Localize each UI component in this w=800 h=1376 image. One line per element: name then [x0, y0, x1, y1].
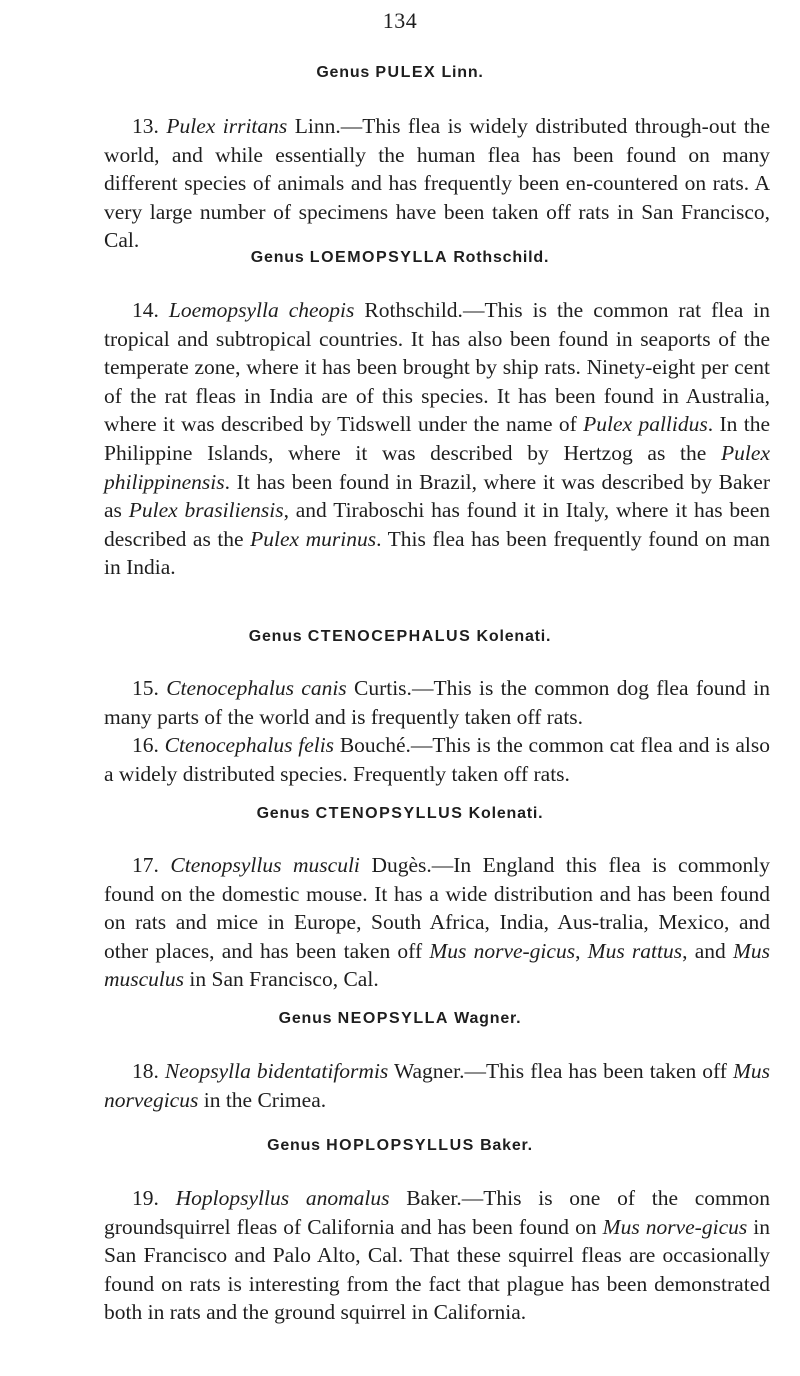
entry-text: —This flea is widely distributed through-out the world, and while essentially the human flea has been found on many different species of animals and has frequently been en-countered on rats. A very large number of specimens have been taken off rats in San Francisco, Cal. [104, 114, 771, 253]
species-name: Ctenocephalus felis [164, 733, 335, 757]
entry-number: 19. [132, 1186, 159, 1210]
entry-text: in San Francisco and Palo Alto, Cal. That these squirrel fleas are occasionally found on rats is interesting from the fact that plague has been demonstrated both in rats and the ground squirrel in California. [104, 1214, 771, 1325]
species-author: Bouché. [339, 733, 411, 757]
genus-name: PULEX [375, 64, 437, 81]
entry-text: in the Crimea. [203, 1087, 327, 1112]
entry-number: 15. [132, 676, 159, 700]
species-entry-14 [104, 296, 770, 582]
genus-label: Genus [267, 1137, 321, 1154]
species-entry-13 [104, 112, 770, 255]
entry-text: —This is the common cat flea and is also a widely distributed species. Frequently taken off rats. [104, 733, 770, 786]
species-entry-19 [104, 1184, 770, 1327]
genus-heading-hoplopsyllus [0, 1137, 800, 1155]
entry-number: 17. [132, 853, 159, 877]
species-name: Pulex irritans [166, 114, 288, 138]
species-author: Dugès. [371, 853, 432, 877]
genus-heading-ctenopsyllus [0, 805, 800, 823]
species-author: Wagner. [393, 1059, 465, 1083]
genus-label: Genus [316, 64, 371, 81]
entry-number: 16. [132, 733, 159, 757]
species-name: Ctenopsyllus musculi [170, 853, 360, 877]
species-author: Curtis. [353, 676, 412, 700]
species-entry-15 [104, 674, 770, 731]
genus-label: Genus [250, 249, 305, 266]
host-name: Mus rattus [587, 938, 683, 963]
genus-author: Kolenati. [468, 805, 544, 822]
host-name: Mus norve-gicus [429, 938, 576, 963]
host-name: Mus norvegicus [104, 1059, 770, 1112]
entry-text: . This flea has been frequently found on man in India. [104, 526, 770, 580]
entry-text: —In England this flea is commonly found on the domestic mouse. It has a wide distribution and has been found on rats and mice in Europe, South Africa, India, Aus-tralia, Mexico, and other places, and has been taken off [104, 853, 771, 963]
synonym-name: Pulex pallidus [583, 412, 708, 437]
genus-heading-ctenocephalus [0, 628, 800, 646]
genus-name: CTENOCEPHALUS [307, 628, 472, 645]
genus-heading-pulex [0, 64, 800, 82]
entry-text: —This flea has been taken off [464, 1059, 727, 1083]
genus-label: Genus [256, 805, 311, 822]
entry-number: 13. [132, 114, 159, 138]
synonym-name: Pulex murinus [250, 526, 377, 551]
synonym-name: Pulex philippinensis [104, 440, 770, 494]
host-name: Mus norve-gicus [602, 1214, 748, 1239]
genus-heading-neopsylla [0, 1010, 800, 1028]
genus-author: Baker. [480, 1137, 533, 1154]
entry-text: —This is the common dog flea found in many parts of the world and is frequently taken off rats. [104, 676, 771, 729]
species-name: Ctenocephalus canis [166, 676, 347, 700]
entry-number: 18. [132, 1059, 159, 1083]
page-number: 134 [382, 8, 418, 33]
genus-author: Rothschild. [453, 249, 550, 266]
host-name: Mus musculus [104, 938, 770, 992]
species-name: Loemopsylla cheopis [168, 298, 355, 322]
entry-text: in San Francisco, Cal. [189, 967, 379, 992]
genus-author: Wagner. [454, 1010, 522, 1027]
entry-text: , [575, 938, 581, 963]
species-entry-16 [104, 731, 770, 788]
genus-name: HOPLOPSYLLUS [326, 1137, 475, 1154]
entry-text: —This is one of the common groundsquirrel fleas of California and has been found on [104, 1186, 771, 1239]
species-author: Baker. [406, 1186, 462, 1210]
species-author: Rothschild. [364, 298, 463, 322]
species-entry-18 [104, 1057, 770, 1114]
species-entry-17 [104, 851, 770, 994]
species-name: Neopsylla bidentatiformis [164, 1059, 389, 1083]
synonym-name: Pulex brasiliensis [128, 498, 284, 523]
species-name: Hoplopsyllus anomalus [175, 1186, 390, 1210]
genus-name: LOEMOPSYLLA [309, 249, 449, 266]
genus-name: CTENOPSYLLUS [315, 805, 464, 822]
genus-heading-loemopsylla [0, 249, 800, 267]
entry-text: . It has been found in Brazil, where it was described by Baker as [104, 469, 770, 523]
entry-text: . In the Philippine Islands, where it was described by Hertzog as the [104, 412, 770, 465]
genus-author: Linn. [441, 64, 484, 81]
entry-text: , and [682, 938, 726, 963]
entry-number: 14. [132, 298, 159, 322]
genus-name: NEOPSYLLA [337, 1010, 449, 1027]
entry-text: —This is the common rat flea in tropical and subtropical countries. It has also been found in seaports of the temperate zone, where it has been brought by ship rats. Ninety-eight per cent of the rat fleas in India are of this species. It has been found in Australia, where it was described by Tidswell under the name of [104, 298, 771, 437]
species-author: Linn. [294, 114, 341, 138]
genus-author: Kolenati. [476, 628, 552, 645]
genus-label: Genus [248, 628, 303, 645]
genus-label: Genus [278, 1010, 333, 1027]
entry-text: , and Tiraboschi has found it in Italy, where it has been described as the [104, 498, 771, 551]
